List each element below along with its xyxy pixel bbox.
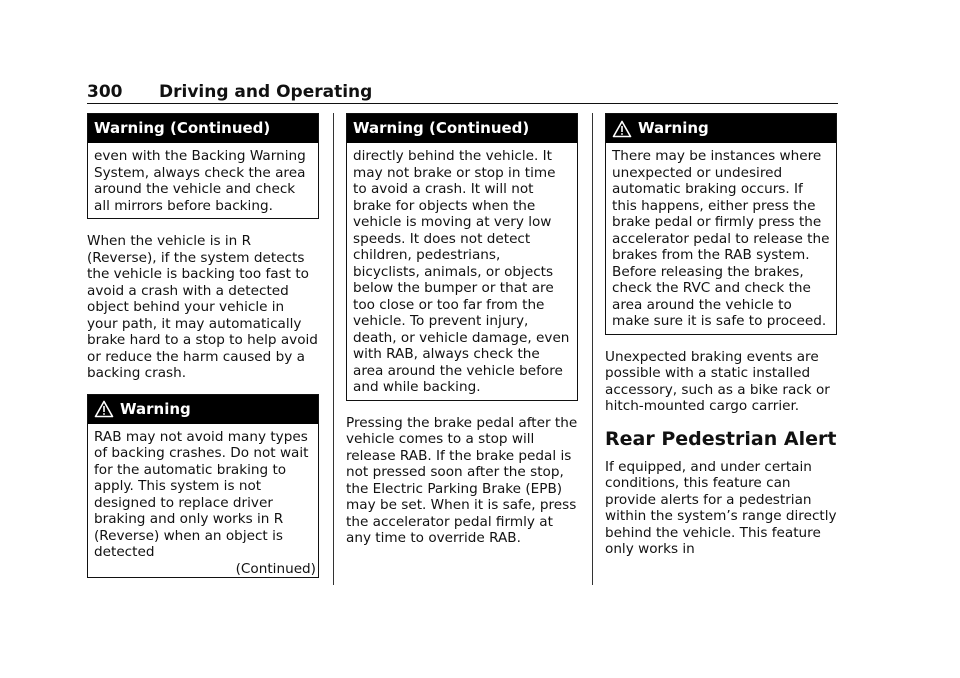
body-paragraph: Unexpected braking events are possible with a static installed accessory, such as a bike rack or hitch-mounted cargo carrier. [605,348,830,414]
page-number: 300 [87,82,123,102]
subsection-heading: Rear Pedestrian Alert [605,427,837,450]
continued-label: (Continued) [235,560,316,577]
column-divider [592,113,593,585]
column-1 [87,113,319,578]
body-paragraph: If equipped, and under certain conditions, this feature can provide alerts for a pedestrian within the system’s range directly behind the vehicle. This feature only works in [605,458,837,557]
warning-triangle-icon [612,120,632,138]
warning-title: Warning (Continued) [353,119,530,137]
warning-box [346,113,578,401]
warning-title: Warning [638,119,709,137]
page-header [87,82,838,104]
warning-triangle-icon [94,400,114,418]
warning-box [605,113,837,335]
body-paragraph: Pressing the brake pedal after the vehicle comes to a stop will release RAB. If the brake pedal is not pressed soon after the stop, the Electric Parking Brake (EPB) may be set. When it is safe, press the accelerator pedal firmly at any time to override RAB. [346,414,578,546]
column-3 [605,113,837,570]
warning-header [347,114,577,143]
warning-header [606,114,836,143]
warning-title: Warning (Continued) [94,119,271,137]
warning-box [87,394,319,579]
section-title: Driving and Operating [159,82,373,102]
warning-header [88,395,318,424]
body-paragraph: When the vehicle is in R (Reverse), if the system detects the vehicle is backing too fast to avoid a crash with a detected object behind your vehicle in your path, it may automatically brake hard to a stop to help avoid or reduce the harm caused by a backing crash. [87,233,318,381]
warning-text: even with the Backing Warning System, always check the area around the vehicle and check all mirrors before backing. [94,148,306,214]
column-2 [346,113,578,559]
column-divider [333,113,334,585]
warning-text: RAB may not avoid many types of backing crashes. Do not wait for the automatic braking to apply. This system is not designed to replace driver braking and only works in R (Reverse) when an object is detected [94,428,309,560]
warning-header [88,114,318,143]
warning-text: directly behind the vehicle. It may not brake or stop in time to avoid a crash. It will not brake for objects when the vehicle is moving at very low speeds. It does not detect children, pedestrians, bicyclists, animals, or objects below the bumper or that are too close or too far from the vehicle. To prevent injury, death, or vehicle damage, even with RAB, always check the area around the vehicle before and while backing. [353,148,570,395]
warning-box [87,113,319,219]
warning-text: There may be instances where unexpected or undesired automatic braking occurs. If this happens, either press the brake pedal or firmly press the accelerator pedal to release the brakes from the RAB system. Before releasing the brakes, check the RVC and check the area around the vehicle to make sure it is safe to proceed. [612,148,830,329]
warning-title: Warning [120,399,191,418]
